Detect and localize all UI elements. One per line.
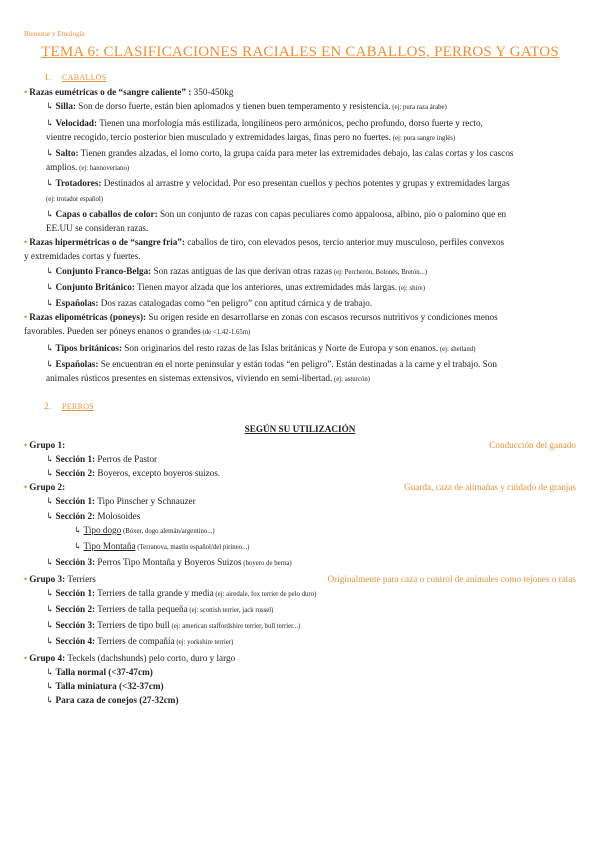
list-item: ↳ Tipo Montaña (Terranova, mastín español/del pirineo...)	[74, 541, 250, 552]
arrow-icon: ↳	[46, 603, 54, 614]
list-item: ↳ Tipos británicos: Son originarios del resto razas de las Islas británicas y Norte de Europa y son enanos. (ej: shetland)	[46, 342, 476, 353]
arrow-icon: ↳	[46, 695, 54, 706]
list-item: ↳ Conjunto Franco-Belga: Son razas antiguas de las que derivan otras razas (ej: Percherón, Bolonés, Bretón...)	[46, 265, 428, 276]
arrow-icon: ↳	[46, 666, 54, 677]
arrow-icon: ↳	[46, 265, 54, 276]
list-item: ↳ Capas o caballos de color: Son un conjunto de razas con capas peculiares como appaloosa, albino, pío o palomino que en	[46, 208, 507, 219]
list-item: • Grupo 2: Guarda, caza de alimañas y cuidado de granjas	[24, 482, 576, 493]
list-item: ↳ Sección 2: Terriers de talla pequeña (ej: scottish terrier, jack russel)	[46, 603, 274, 614]
arrow-icon: ↳	[46, 468, 54, 479]
list-item: ↳ Talla normal (<37-47cm)	[46, 666, 153, 677]
list-item-cont: EE.UU se consideran razas.	[46, 223, 149, 234]
arrow-icon: ↳	[46, 148, 54, 159]
subheading: SEGÚN SU UTILIZACIÓN	[244, 424, 356, 435]
list-item: • Razas eumétricas o de “sangre caliente” : 350-450kg	[24, 87, 234, 98]
list-item: ↳ Sección 2: Boyeros, excepto boyeros suizos.	[46, 468, 221, 479]
list-item: ↳ Salto: Tienen grandes alzadas, el lomo corto, la grupa caída para meter las extremidades debajo, las calas cortas y los cascos	[46, 148, 514, 159]
list-item: ↳ Sección 2: Molosoides	[46, 510, 141, 521]
arrow-icon: ↳	[46, 510, 54, 521]
list-item-cont: amplios. (ej: hannoveriano)	[46, 162, 130, 173]
list-item: ↳ Sección 1: Terriers de talla grande y media (ej: airedale, fox terrier de pelo duro)	[46, 587, 317, 598]
section-heading-perros: 2. PERROS	[44, 401, 95, 412]
arrow-icon: ↳	[46, 636, 54, 647]
arrow-icon: ↳	[46, 101, 54, 112]
list-item: • Grupo 1: Conducción del ganado	[24, 439, 576, 450]
list-item: ↳ Sección 4: Terriers de compañía (ej: yorkshire terrier)	[46, 636, 234, 647]
arrow-icon: ↳	[74, 541, 82, 552]
arrow-icon: ↳	[46, 453, 54, 464]
list-item-cont: animales rústicos presentes en sistemas extensivos, viviendo en semi-libertad. (ej: asturcón)	[46, 373, 371, 384]
list-item: ↳ Silla: Son de dorso fuerte, están bien aplomados y tienen buen temperamento y resistencia. (ej: pura raza árabe)	[46, 101, 447, 112]
arrow-icon: ↳	[46, 557, 54, 568]
arrow-icon: ↳	[46, 117, 54, 128]
list-item: • Razas hipermétricas o de “sangre fría”: caballos de tiro, con elevados pesos, tercio anterior muy musculoso, perfiles convexos	[24, 237, 505, 248]
arrow-icon: ↳	[46, 281, 54, 292]
arrow-icon: ↳	[46, 208, 54, 219]
arrow-icon: ↳	[46, 680, 54, 691]
list-item-cont: (ej: trotador español)	[46, 195, 103, 203]
list-item: ↳ Para caza de conejos (27-32cm)	[46, 695, 179, 706]
arrow-icon: ↳	[74, 524, 82, 535]
list-item: ↳ Sección 1: Perros de Pastor	[46, 453, 158, 464]
list-item: • Razas elipométricas (poneys): Su origen reside en desarrollarse en zonas con escasos recursos nutritivos y condiciones menos	[24, 312, 498, 323]
list-item: ↳ Conjunto Británico: Tienen mayor alzada que los anteriores, unas extremidades más largas. (ej: shire)	[46, 281, 425, 292]
list-item: ↳ Sección 3: Perros Tipo Montaña y Boyeros Suizos (boyero de berna)	[46, 557, 292, 568]
arrow-icon: ↳	[46, 358, 54, 369]
list-item: ↳ Españolas: Se encuentran en el norte peninsular y están todas “en peligro”. Están destinadas a la carne y el trabajo. Son	[46, 358, 497, 369]
list-item: ↳ Tipo dogo (Bóxer, dogo alemán/argentino...)	[74, 524, 215, 535]
list-item-cont: y extremidades cortas y fuertes.	[24, 251, 141, 262]
header-note: Bienestar y Etnología	[24, 30, 85, 38]
list-item: ↳ Trotadores: Destinados al arrastre y velocidad. Por eso presentan cuellos y pechos potentes y grupas y extremidades largas	[46, 178, 510, 189]
arrow-icon: ↳	[46, 342, 54, 353]
list-item-cont: favorables. Pueden ser póneys enanos o grandes (de <1.42-1.65m)	[24, 326, 251, 337]
arrow-icon: ↳	[46, 298, 54, 309]
arrow-icon: ↳	[46, 496, 54, 507]
arrow-icon: ↳	[46, 620, 54, 631]
list-item: ↳ Sección 1: Tipo Pinscher y Schnauzer	[46, 496, 196, 507]
list-item: ↳ Talla miniatura (<32-37cm)	[46, 680, 164, 691]
list-item: ↳ Sección 3: Terriers de tipo bull (ej: american staffordshire terrier, bull terrier...)	[46, 620, 301, 631]
document-body	[24, 70, 576, 707]
list-item: • Grupo 3: Terriers Originalmente para caza o control de animales como tejones o ratas	[24, 573, 576, 584]
section-heading-caballos: 1. CABALLOS	[44, 72, 107, 82]
list-item: ↳ Españolas: Dos razas catalogadas como “en peligro” con aptitud cárnica y de trabajo.	[46, 298, 373, 309]
list-item: ↳ Velocidad: Tienen una morfología más estilizada, longilíneos pero armónicos, pecho profundo, dorso fuerte y recto,	[46, 117, 483, 128]
list-item-cont: vientre recogido, tercio posterior bien musculado y extremidades largas, finas pero no fuertes. (ej: pura sangre inglés)	[46, 131, 456, 142]
arrow-icon: ↳	[46, 178, 54, 189]
list-item: • Grupo 4: Teckels (dachshunds) pelo corto, duro y largo	[24, 652, 236, 663]
page-title: TEMA 6: CLASIFICACIONES RACIALES EN CABALLOS, PERROS Y GATOS	[41, 44, 559, 60]
arrow-icon: ↳	[46, 587, 54, 598]
